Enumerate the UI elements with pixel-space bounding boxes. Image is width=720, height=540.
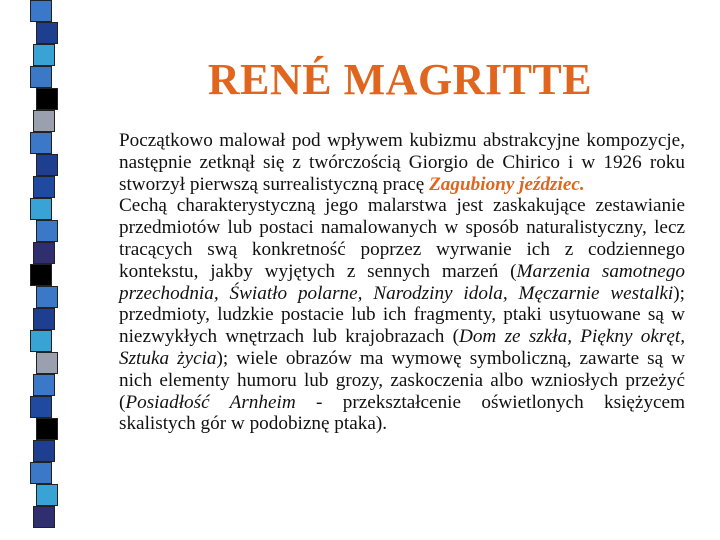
paragraph-2: [119, 195, 685, 435]
decorative-square: [36, 22, 58, 44]
paragraph-2-text-c: ); wiele obrazów ma wymowę symboliczną, zawarte są w nich elementy humoru lub grozy, zaskoczenia albo wzniosłych przeżyć (: [119, 347, 685, 413]
artwork-titles-list-2: Dom ze szkła, Piękny okręt, Sztuka życia: [119, 326, 685, 369]
decorative-square: [36, 88, 58, 110]
decorative-square: [36, 484, 58, 506]
decorative-square: [30, 396, 52, 418]
decorative-square: [33, 440, 55, 462]
artwork-title-highlight: Zagubiony jeździec.: [429, 173, 585, 195]
decorative-square: [36, 352, 58, 374]
decorative-square: [36, 286, 58, 308]
paragraph-2-text-b: ); przedmioty, ludzkie postacie lub ich fragmenty, ptaki usytuowane są w niezwykłych wnętrzach lub krajobrazach (: [119, 282, 685, 348]
decorative-square: [30, 264, 52, 286]
decorative-square: [30, 330, 52, 352]
slide-body: [119, 130, 685, 435]
decorative-square: [30, 66, 52, 88]
decorative-square-stripe: [0, 0, 58, 540]
decorative-square: [36, 418, 58, 440]
paragraph-1-text: Początkowo malował pod wpływem kubizmu abstrakcyjne kompozycje, następnie zetknął się z twórczością Giorgio de Chirico i w 1926 roku stworzył pierwszą surrealistyczną pracę: [119, 130, 685, 195]
decorative-square: [30, 462, 52, 484]
decorative-square: [33, 374, 55, 396]
decorative-square: [36, 154, 58, 176]
decorative-square: [33, 44, 55, 66]
decorative-square: [30, 132, 52, 154]
artwork-titles-list-1: Marzenia samotnego przechodnia, Światło polarne, Narodziny idola, Męczarnie westalki: [119, 260, 686, 304]
decorative-square: [30, 198, 52, 220]
decorative-square: [33, 110, 55, 132]
artwork-title-arnheim: Posiadłość Arnheim: [125, 391, 296, 413]
decorative-square: [33, 308, 55, 330]
decorative-square: [33, 242, 55, 264]
decorative-square: [30, 0, 52, 22]
paragraph-2-text-a: Cechą charakterystyczną jego malarstwa jest zaskakujące zestawianie przedmiotów lub postaci namalowanych w sposób naturalistyczny, lecz tracących swą konkretność poprzez wyrwanie ich z codziennego kontekstu, jakby wyjętych z sennych marzeń (: [119, 195, 685, 282]
paragraph-1: [119, 130, 685, 195]
paragraph-2-text-d: - przekształcenie oświetlonych księżycem skalistych gór w podobiznę ptaka).: [119, 391, 685, 435]
decorative-square: [36, 220, 58, 242]
decorative-square: [33, 506, 55, 528]
decorative-square: [33, 176, 55, 198]
slide-title: RENÉ MAGRITTE: [207, 55, 593, 104]
